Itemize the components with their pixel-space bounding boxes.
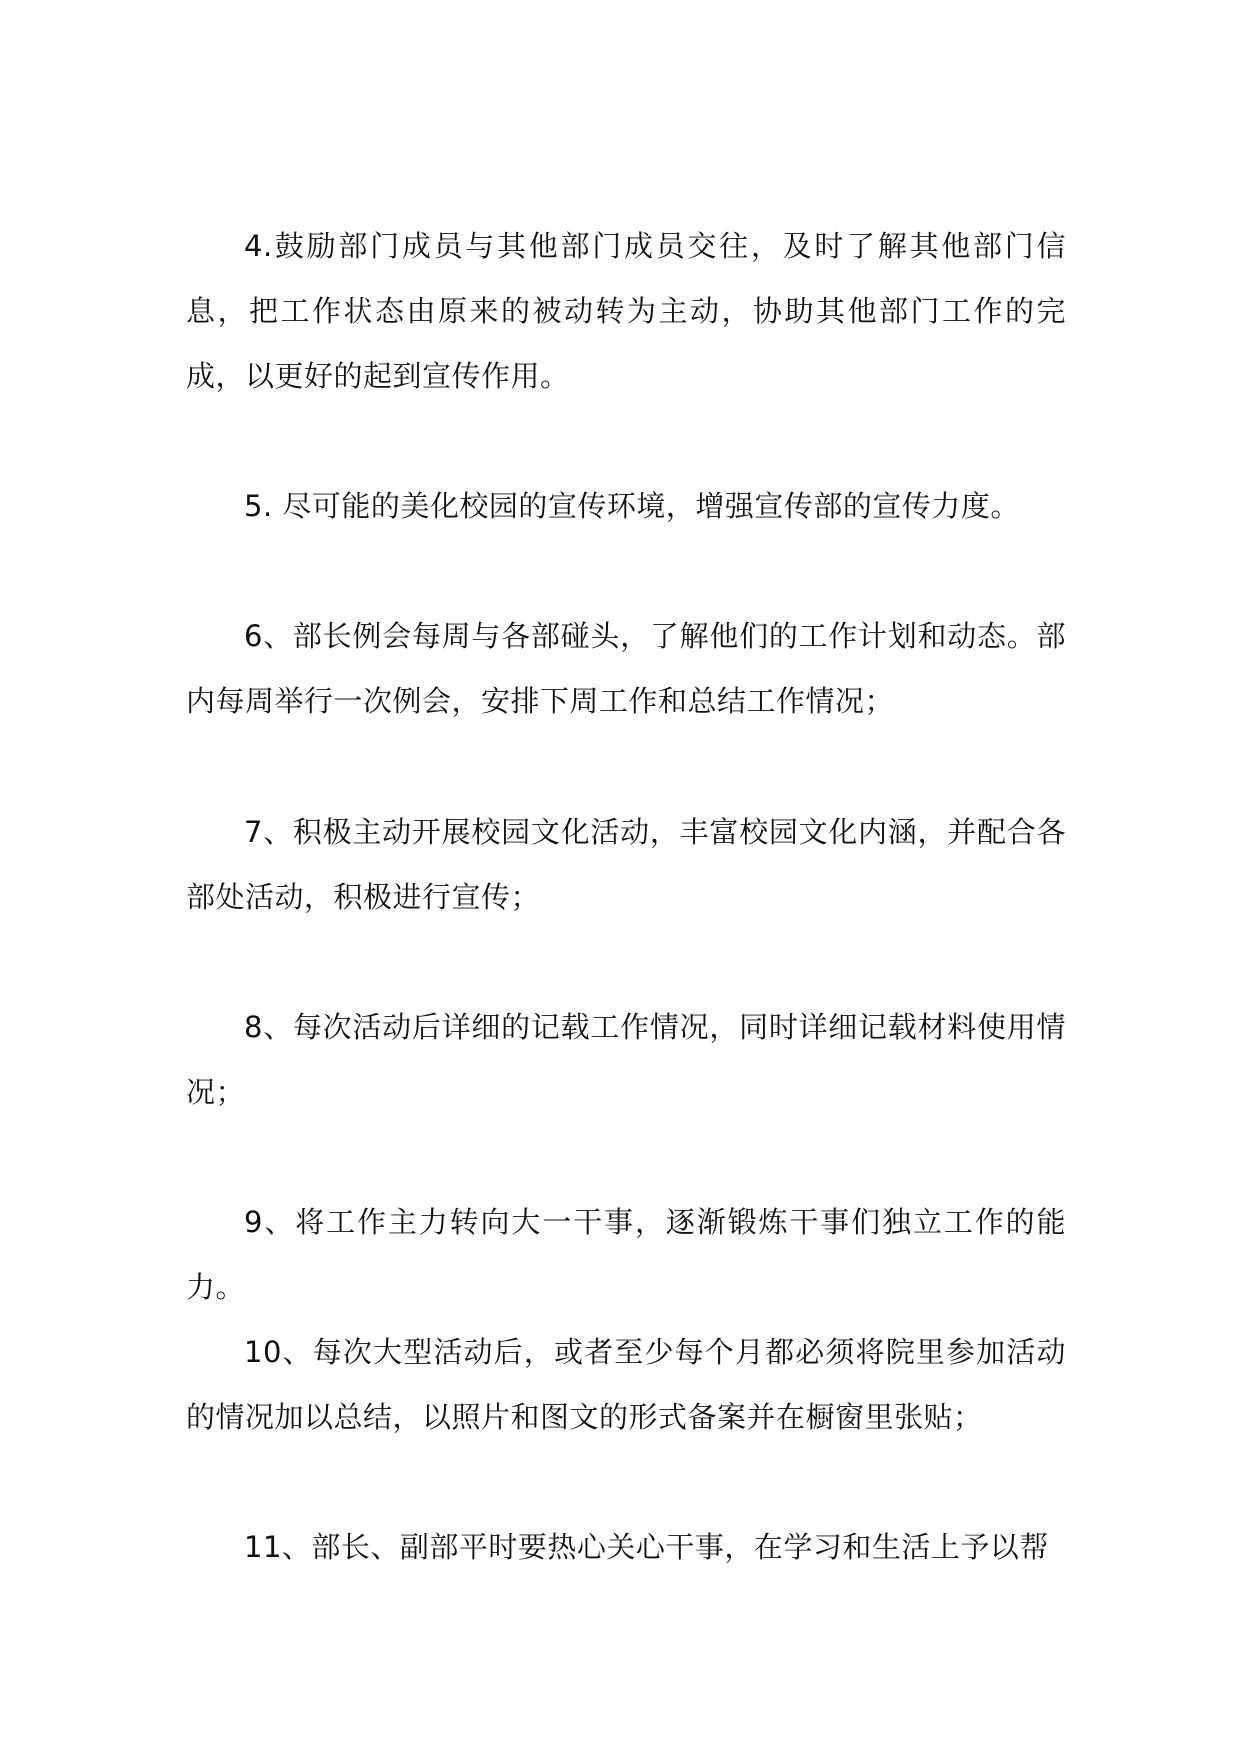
paragraph-item-11: 11、部长、副部平时要热心关心干事，在学习和生活上予以帮 xyxy=(244,1530,1049,1564)
paragraph-item-10: 10、每次大型活动后，或者至少每个月都必须将院里参加活动的情况加以总结，以照片和图文的形式备案并在橱窗里张贴； xyxy=(186,1335,1066,1434)
paragraph-item-7: 7、积极主动开展校园文化活动，丰富校园文化内涵，并配合各部处活动，积极进行宣传； xyxy=(186,815,1066,914)
paragraph-item-6: 6、部长例会每周与各部碰头，了解他们的工作计划和动态。部内每周举行一次例会，安排下周工作和总结工作情况； xyxy=(186,619,1066,718)
paragraph-item-4: 4.鼓励部门成员与其他部门成员交往，及时了解其他部门信息，把工作状态由原来的被动转为主动，协助其他部门工作的完成，以更好的起到宣传作用。 xyxy=(186,229,1066,393)
paragraph-item-8: 8、每次活动后详细的记载工作情况，同时详细记载材料使用情况； xyxy=(186,1010,1066,1109)
paragraph-item-9: 9、将工作主力转向大一干事，逐渐锻炼干事们独立工作的能力。 xyxy=(186,1205,1066,1304)
paragraph-item-5: 5. 尽可能的美化校园的宣传环境，增强宣传部的宣传力度。 xyxy=(244,489,1020,523)
